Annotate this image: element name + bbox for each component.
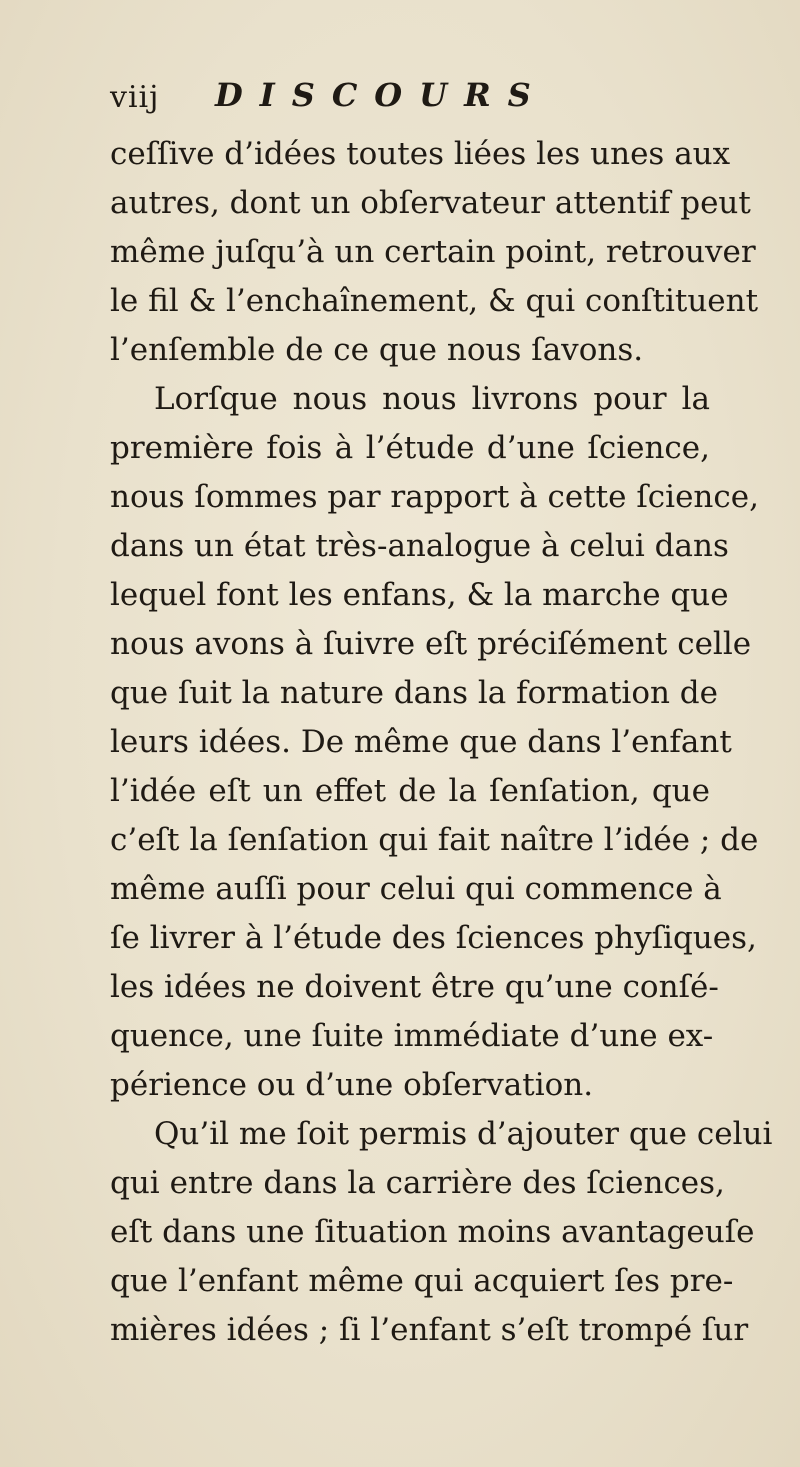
text-line: eſt dans une ſituation moins avantageuſe: [110, 1214, 755, 1250]
running-title: DISCOURS: [215, 76, 548, 114]
text-line: mières idées ; ſi l’enfant s’eſt trompé ſur: [110, 1312, 749, 1348]
text-line: ceſſive d’idées toutes liées les unes aux: [110, 136, 731, 172]
page-number: viij: [110, 80, 160, 115]
text-line: Qu’il me ſoit permis d’ajouter que celui: [154, 1116, 773, 1152]
text-line: quence, une ſuite immédiate d’une ex-: [110, 1018, 714, 1054]
text-line: les idées ne doivent être qu’une conſé-: [110, 969, 719, 1005]
text-line: l’idée eſt un effet de la ſenſation, que: [110, 773, 710, 809]
text-line: nous avons à ſuivre eſt préciſément celle: [110, 626, 752, 662]
text-line: Lorſque nous nous livrons pour la: [154, 381, 710, 417]
text-line: même auſſi pour celui qui commence à: [110, 871, 722, 907]
text-line: que ſuit la nature dans la formation de: [110, 675, 718, 711]
text-line: nous ſommes par rapport à cette ſcience,: [110, 479, 759, 515]
body-text: [110, 130, 773, 1355]
text-line: même juſqu’à un certain point, retrouver: [110, 234, 756, 270]
text-line: ſe livrer à l’étude des ſciences phyſiques,: [110, 920, 757, 956]
text-line: dans un état très-analogue à celui dans: [110, 528, 729, 564]
page-header: [110, 76, 710, 124]
text-line: périence ou d’une obſervation.: [110, 1067, 594, 1103]
text-line: l’enſemble de ce que nous ſavons.: [110, 332, 644, 368]
text-line: c’eſt la ſenſation qui fait naître l’idée ; de: [110, 822, 759, 858]
text-line: autres, dont un obſervateur attentif peut: [110, 185, 751, 221]
text-line: qui entre dans la carrière des ſciences,: [110, 1165, 725, 1201]
text-line: première fois à l’étude d’une ſcience,: [110, 430, 710, 466]
text-line: le fil & l’enchaînement, & qui conſtituent: [110, 283, 759, 319]
text-line: leurs idées. De même que dans l’enfant: [110, 724, 732, 760]
text-line: lequel font les enfans, & la marche que: [110, 577, 729, 613]
text-line: que l’enfant même qui acquiert ſes pre-: [110, 1263, 734, 1299]
